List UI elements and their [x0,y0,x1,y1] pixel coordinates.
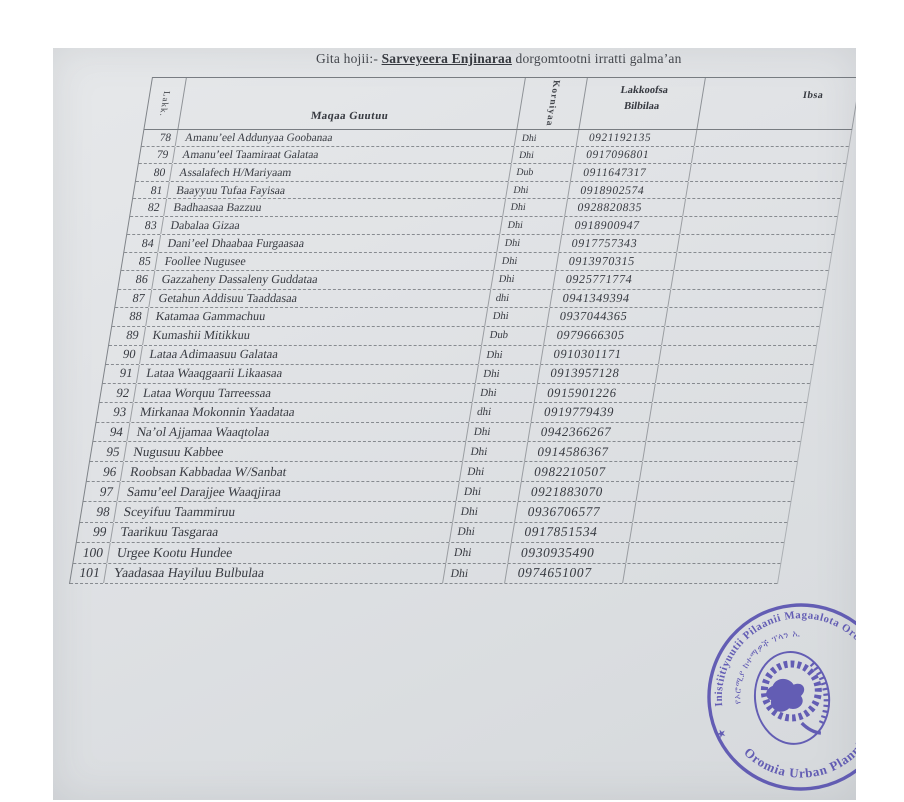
scanned-page [53,48,872,800]
remarks-cell [665,308,822,326]
gender-code: Dub [482,327,547,345]
row-number: 101 [70,564,107,584]
table-row [93,423,803,443]
stamp-arc-top-text: Inistiitiyuutii Pilaanii Magaalota Oro [712,609,863,707]
gender-code: Dhi [450,523,515,542]
row-number: 99 [77,523,114,542]
candidate-name: Foollee Nugusee [155,253,497,270]
phone-number: 0917096801 [574,147,695,163]
candidate-name: Mirkanaa Mokonnin Yaadataa [131,403,473,422]
remarks-cell [662,327,819,345]
phone-number: 0941349394 [550,290,671,308]
header-korniyaa [517,78,587,129]
row-number: 97 [84,482,121,501]
remarks-cell [674,253,831,270]
table-row [83,482,793,502]
table-row [133,182,843,200]
remarks-cell [677,235,834,252]
remarks-cell [683,199,840,216]
candidate-name: Urgee Kootu Hundee [107,543,449,563]
header-korniyaa-label: Korniyaa [543,80,561,127]
candidate-name: Nugusuu Kabbee [124,442,466,461]
table-row [121,253,831,271]
gender-code: Dhi [460,462,525,481]
table-row [136,164,846,181]
gender-code: Dhi [497,235,562,252]
row-number: 96 [87,462,124,481]
table-row [77,523,787,543]
official-round-stamp [686,582,872,800]
remarks-cell [626,543,783,563]
phone-number: 0917757343 [559,235,680,252]
candidate-name: Lataa Adimaasuu Galataa [140,346,482,364]
gender-code: Dhi [476,365,541,383]
phone-number: 0913957128 [538,365,659,383]
candidate-name: Amanu’eel Addunyaa Goobanaa [176,130,518,146]
phone-number: 0936706577 [515,502,636,521]
row-number: 85 [121,253,158,270]
row-number: 79 [139,147,176,163]
gender-code: Dhi [512,147,577,163]
gender-code: Dhi [443,564,508,584]
header-lakkoofsa-line2: Bilbilaa [623,101,661,113]
remarks-cell [637,482,794,501]
table-row [80,502,790,522]
gender-code: Dhi [500,217,565,234]
gender-code: Dhi [491,271,556,288]
gender-code: Dhi [453,502,518,521]
header-maqaa-guutuu [178,78,525,129]
table-row [70,564,780,585]
remarks-cell [695,130,852,146]
row-number: 88 [112,308,149,326]
row-number: 87 [115,290,152,308]
remarks-cell [640,462,797,481]
candidate-name: Baayyuu Tufaa Fayisaa [167,182,509,199]
table-row [100,384,810,403]
phone-number: 0910301171 [541,346,662,364]
phone-number: 0914586367 [525,442,646,461]
table-row [112,308,822,327]
remarks-cell [689,164,846,180]
header-ibsa [697,78,856,129]
table-row [96,403,806,423]
table-row [87,462,797,482]
row-number: 81 [133,182,170,199]
phone-number: 0911647317 [571,164,692,180]
candidate-name: Roobsan Kabbadaa W/Sanbat [121,462,463,481]
phone-number: 0913970315 [556,253,677,270]
table-row [142,130,852,147]
remarks-cell [668,290,825,308]
phone-number: 0942366267 [528,423,649,442]
table-header-row [143,77,856,130]
row-number: 95 [90,442,127,461]
row-number: 98 [80,502,117,521]
candidate-name: Dabalaa Gizaa [161,217,503,234]
candidate-name: Amanu’eel Taamiraat Galataa [173,147,515,163]
remarks-cell [686,182,843,199]
gender-code: dhi [488,290,553,308]
remarks-cell [680,217,837,234]
stamp-center-emblem [750,648,833,747]
row-number: 86 [118,271,155,288]
candidate-name: Lataa Worquu Tarreessaa [134,384,476,402]
phone-number: 0919779439 [532,403,653,422]
candidate-name: Samu’eel Darajjee Waaqjiraa [118,482,460,501]
stamp-arc-bottom-text: Oromia Urban Plannin [741,733,872,781]
row-number: 89 [109,327,146,345]
table-row [106,346,816,365]
phone-number: 0921192135 [577,130,698,146]
table-body [69,130,852,584]
table-row [118,271,828,289]
candidate-name: Assalafech H/Mariyaam [170,164,512,180]
candidates-table [69,77,856,584]
remarks-cell [643,442,800,461]
header-lakk-label: Lakk. [158,90,173,117]
remarks-cell [656,365,813,383]
row-number: 91 [103,365,140,383]
table-row [73,543,783,564]
row-number: 84 [124,235,161,252]
row-number: 82 [130,199,167,216]
page-title [316,51,682,67]
phone-number: 0915901226 [535,384,656,402]
remarks-cell [671,271,828,288]
table-row [130,199,840,217]
candidate-name: Lataa Waaqgaarii Likaasaa [137,365,479,383]
gender-code: Dhi [446,543,511,563]
header-lakkoofsa-line1: Lakkoofsa [619,85,669,96]
remarks-cell [659,346,816,364]
title-position-name: Sarveyeera Enjinaraa [381,51,512,66]
phone-number: 0918900947 [562,217,683,234]
stamp-star-icon: ★ [714,726,729,742]
table-row [90,442,800,462]
gender-code: Dhi [473,384,538,402]
row-number: 92 [100,384,137,402]
phone-number: 0928820835 [565,199,686,216]
gender-code: Dhi [466,423,531,442]
stamp-arc-amharic-text: የኦሮሚያ ከተማዎች ፕላን ኢ [733,629,801,705]
header-lakkoofsa-bilbilaa [579,78,705,129]
candidate-name: Katamaa Gammachuu [146,308,488,326]
table-row [127,217,837,235]
gender-code: Dhi [479,346,544,364]
phone-number: 0918902574 [568,182,689,199]
row-number: 100 [73,543,110,563]
table-row [124,235,834,253]
row-number: 83 [127,217,164,234]
remarks-cell [650,403,807,422]
gender-code: dhi [470,403,535,422]
row-number: 78 [142,130,179,146]
header-maqaa-label: Maqaa Guutuu [310,110,390,122]
gender-code: Dhi [506,182,571,199]
candidate-name: Badhaasaa Bazzuu [164,199,506,216]
phone-number: 0937044365 [547,308,668,326]
candidate-name: Getahun Addisuu Taaddasaa [149,290,491,308]
gender-code: Dhi [457,482,522,501]
phone-number: 0930935490 [508,543,629,563]
remarks-cell [692,147,849,163]
candidate-name: Yaadasaa Hayiluu Bulbulaa [104,564,446,584]
phone-number: 0917851534 [512,523,633,542]
gender-code: Dub [509,164,574,180]
title-prefix: Gita hojii:- [316,51,382,66]
gender-code: Dhi [503,199,568,216]
candidate-name: Na’ol Ajjamaa Waaqtolaa [127,423,469,442]
phone-number: 0974651007 [505,564,626,584]
row-number: 80 [136,164,173,180]
table-row [139,147,849,164]
remarks-cell [633,502,790,521]
candidate-name: Gazzaheny Dassaleny Guddataa [152,271,494,288]
row-number: 94 [93,423,130,442]
candidate-name: Taarikuu Tasgaraa [111,523,453,542]
title-suffix: dorgomtootni irratti galma’an [511,51,682,66]
gender-code: Dhi [515,130,580,146]
remarks-cell [653,384,810,402]
row-number: 93 [97,403,134,422]
candidate-name: Kumashii Mitikkuu [143,327,485,345]
phone-number: 0925771774 [553,271,674,288]
gender-code: Dhi [463,442,528,461]
phone-number: 0982210507 [522,462,643,481]
candidate-name: Sceyifuu Taammiruu [114,502,456,521]
phone-number: 0979666305 [544,327,665,345]
remarks-cell [623,564,780,584]
gender-code: Dhi [485,308,550,326]
table-row [109,327,819,346]
remarks-cell [630,523,787,542]
table-row [103,365,813,384]
remarks-cell [646,423,803,442]
gender-code: Dhi [494,253,559,270]
candidate-name: Dani’eel Dhaabaa Furgaasaa [158,235,500,252]
header-ibsa-label: Ibsa [802,90,825,101]
row-number: 90 [106,346,143,364]
phone-number: 0921883070 [519,482,640,501]
table-row [115,290,825,309]
